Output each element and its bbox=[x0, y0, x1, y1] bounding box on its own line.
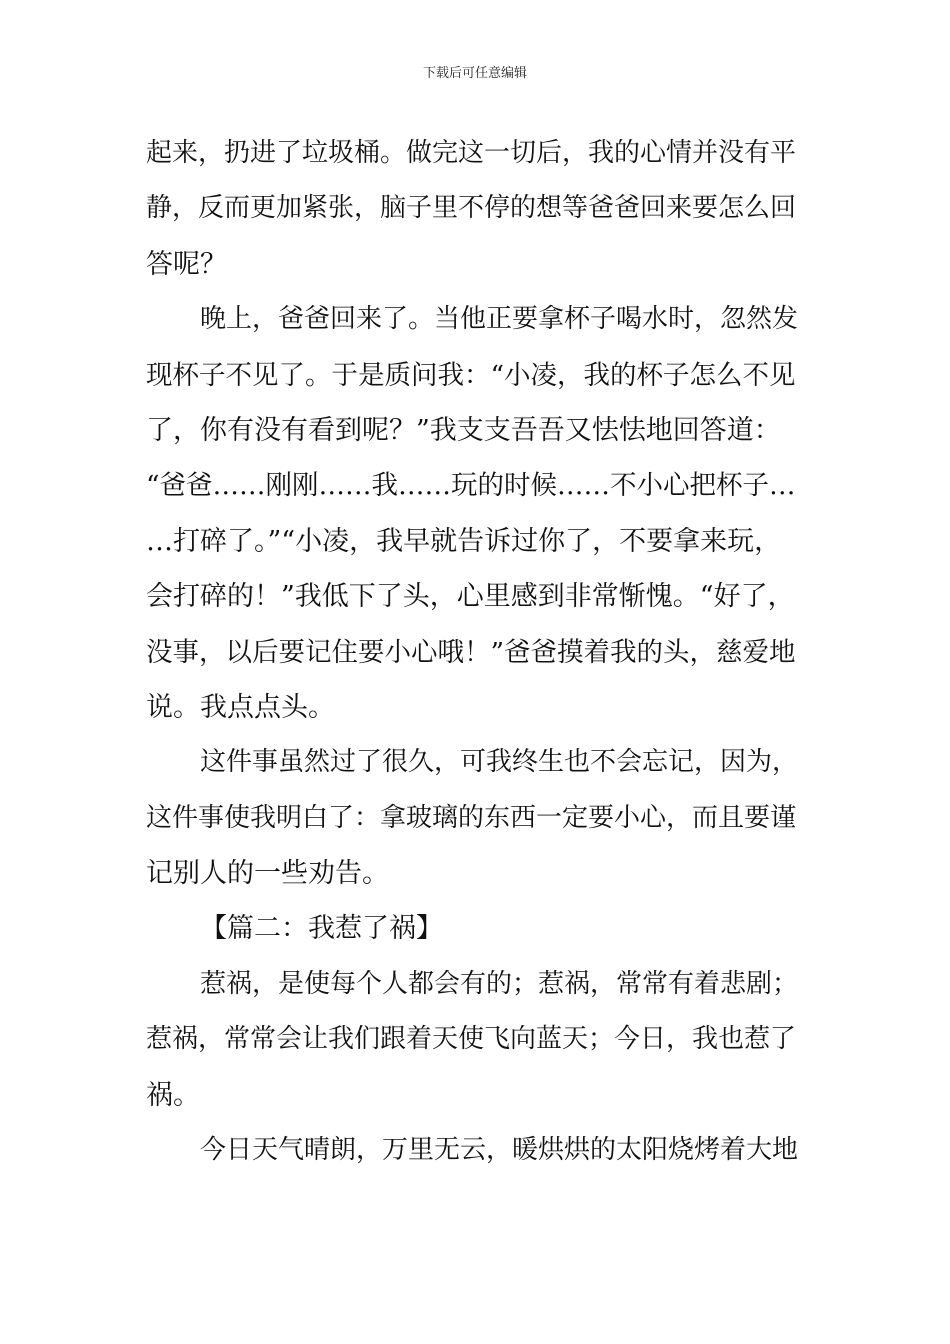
text-line: 静，反而更加紧张，脑子里不停的想等爸爸回来要怎么回 bbox=[146, 193, 797, 224]
text-line: 记别人的一些劝告。 bbox=[146, 858, 389, 890]
text-line: 答呢？ bbox=[146, 248, 227, 280]
text-line: 今日天气晴朗，万里无云，暖烘烘的太阳烧烤着大地 bbox=[200, 1135, 799, 1166]
text-line: 了，你有没有看到呢？”我支支吾吾又怯怯地回答道： bbox=[146, 414, 781, 446]
text-line: 这件事使我明白了：拿玻璃的东西一定要小心，而且要谨 bbox=[146, 802, 797, 833]
text-line: 祸。 bbox=[146, 1079, 200, 1111]
page-header: 下载后可任意编辑 bbox=[422, 66, 527, 81]
text-line: 说。我点点头。 bbox=[146, 691, 335, 723]
text-line: “爸爸……刚刚……我……玩的时候……不小心把杯子… bbox=[146, 470, 796, 502]
section-heading: 【篇二：我惹了祸】 bbox=[200, 913, 443, 945]
text-line: 这件事虽然过了很久，可我终生也不会忘记，因为， bbox=[200, 747, 799, 778]
text-line: 晚上，爸爸回来了。当他正要拿杯子喝水时，忽然发 bbox=[200, 304, 799, 335]
text-line: …打碎了。”“小凌，我早就告诉过你了，不要拿来玩， bbox=[146, 525, 782, 557]
text-line: 惹祸，是使每个人都会有的；惹祸，常常有着悲剧； bbox=[200, 968, 799, 999]
document-body bbox=[146, 126, 806, 1178]
text-line: 惹祸，常常会让我们跟着天使飞向蓝天；今日，我也惹了 bbox=[146, 1024, 797, 1055]
text-line: 会打碎的！”我低下了头，心里感到非常惭愧。“好了， bbox=[146, 581, 795, 613]
text-line: 起来，扔进了垃圾桶。做完这一切后，我的心情并没有平 bbox=[146, 138, 797, 168]
text-line: 没事，以后要记住要小心哦！”爸爸摸着我的头，慈爱地 bbox=[146, 636, 796, 668]
text-line: 现杯子不见了。于是质问我：“小凌，我的杯子怎么不见 bbox=[146, 359, 796, 391]
